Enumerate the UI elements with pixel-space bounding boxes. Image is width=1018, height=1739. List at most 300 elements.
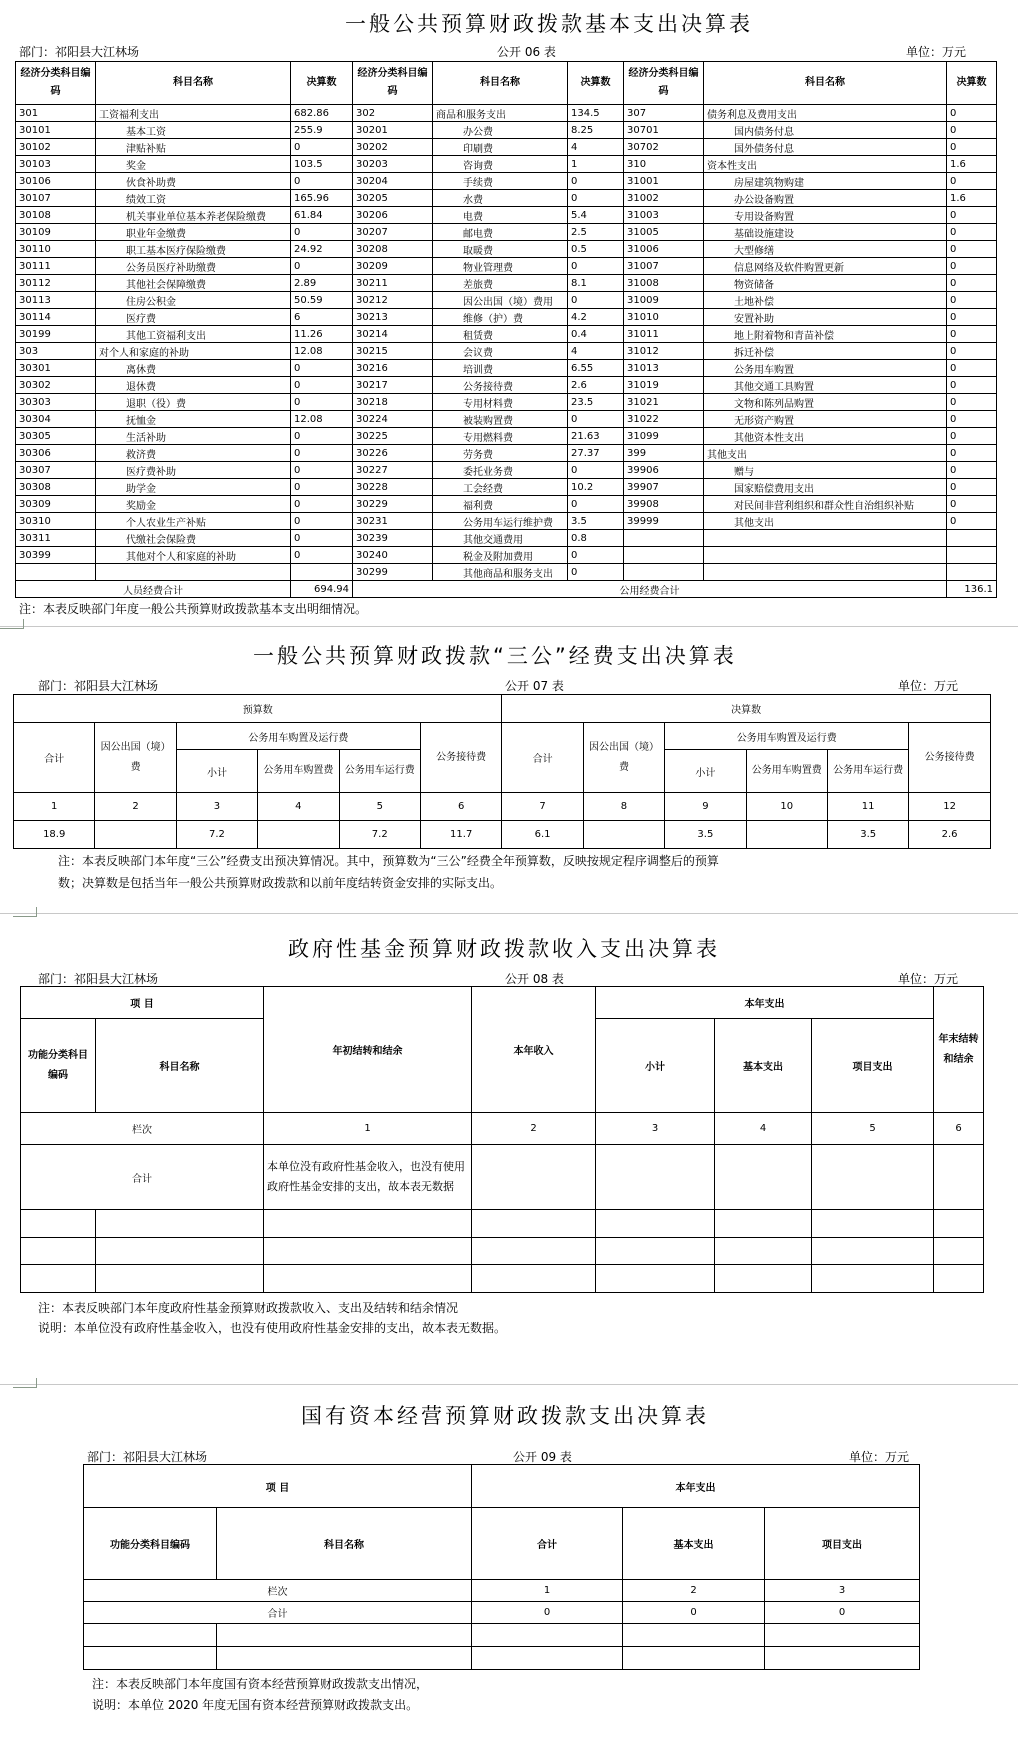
col-label: 栏次 (21, 1113, 264, 1145)
subject-name: 电费 (433, 207, 568, 224)
subject-name: 房屋建筑物购建 (704, 173, 947, 190)
subject-name (704, 530, 947, 547)
public-total-value: 136.1 (947, 581, 997, 598)
final-amount: 0 (291, 139, 353, 156)
column-header: 经济分类科目编码 (16, 62, 96, 105)
amount-value (583, 821, 664, 849)
subject-name: 租赁费 (433, 326, 568, 343)
subject-name: 手续费 (433, 173, 568, 190)
subject-name: 其他支出 (704, 513, 947, 530)
econ-code: 30101 (16, 122, 96, 139)
col-number: 4 (258, 793, 339, 821)
table1-dept: 部门：祁阳县大江林场 (19, 45, 140, 59)
table1-note: 注：本表反映部门年度一般公共预算财政拨款基本支出明细情况。 (19, 602, 368, 616)
table-row (16, 224, 997, 241)
econ-code: 31019 (624, 377, 704, 394)
table4-dept: 部门：祁阳县大江林场 (87, 1450, 208, 1464)
final-amount: 0 (291, 547, 353, 564)
subject-name: 退职（役）费 (96, 394, 291, 411)
econ-code: 30311 (16, 530, 96, 547)
subject-name: 大型修缮 (704, 241, 947, 258)
econ-code: 301 (16, 105, 96, 122)
subject-name: 奖金 (96, 156, 291, 173)
econ-code: 31011 (624, 326, 704, 343)
econ-code: 39999 (624, 513, 704, 530)
final-amount: 6 (291, 309, 353, 326)
table4-note: 注：本表反映部门本年度国有资本经营预算财政拨款支出情况， (92, 1677, 429, 1691)
final-amount: 0 (568, 411, 624, 428)
column-header: 决算数 (568, 62, 624, 105)
col-number: 3 (596, 1113, 715, 1145)
header-basic: 基本支出 (623, 1508, 765, 1580)
final-amount: 0 (947, 122, 997, 139)
header-expense: 本年支出 (596, 987, 934, 1019)
econ-code: 30228 (353, 479, 433, 496)
final-amount (947, 564, 997, 581)
final-amount: 0 (291, 496, 353, 513)
final-amount: 103.5 (291, 156, 353, 173)
final-amount: 0 (291, 445, 353, 462)
final-amount: 0 (291, 360, 353, 377)
final-amount: 0 (568, 564, 624, 581)
table-row (16, 173, 997, 190)
final-amount: 23.5 (568, 394, 624, 411)
table-row (16, 105, 997, 122)
final-amount: 61.84 (291, 207, 353, 224)
subject-name: 其他商品和服务支出 (433, 564, 568, 581)
econ-code: 30212 (353, 292, 433, 309)
subject-name: 土地补偿 (704, 292, 947, 309)
econ-code: 30305 (16, 428, 96, 445)
econ-code: 30203 (353, 156, 433, 173)
amount-value: 3.5 (665, 821, 746, 849)
amount-value: 3.5 (827, 821, 908, 849)
header-func-code: 功能分类科目编码 (84, 1508, 217, 1580)
final-amount: 0 (568, 258, 624, 275)
econ-code (16, 564, 96, 581)
header-subject: 科目名称 (217, 1508, 472, 1580)
final-amount (947, 547, 997, 564)
final-amount: 0 (291, 479, 353, 496)
header-item: 项 目 (84, 1465, 472, 1508)
page-separator (0, 626, 1018, 627)
econ-code: 30208 (353, 241, 433, 258)
subject-name: 咨询费 (433, 156, 568, 173)
final-amount: 0 (947, 309, 997, 326)
econ-code: 30224 (353, 411, 433, 428)
final-amount: 1.6 (947, 156, 997, 173)
header-total: 合计 (502, 723, 583, 793)
table3-explain: 说明：本单位没有政府性基金收入，也没有使用政府性基金安排的支出，故本表无数据。 (38, 1321, 507, 1335)
subject-name: 职业年金缴费 (96, 224, 291, 241)
subject-name: 其他交通工具购置 (704, 377, 947, 394)
table1-title: 一般公共预算财政拨款基本支出决算表 (345, 12, 753, 36)
table-row (16, 411, 997, 428)
econ-code: 30110 (16, 241, 96, 258)
col-number: 5 (339, 793, 420, 821)
column-header: 科目名称 (433, 62, 568, 105)
header-reception: 公务接待费 (420, 723, 501, 793)
amount-value: 11.7 (420, 821, 501, 849)
header-abroad: 因公出国（境）费 (583, 723, 664, 793)
header-subtotal: 小计 (596, 1019, 715, 1113)
final-amount: 0.8 (568, 530, 624, 547)
header-subtotal: 小计 (176, 750, 257, 793)
col-number: 12 (909, 793, 990, 821)
subject-name: 物资储备 (704, 275, 947, 292)
table-row (16, 258, 997, 275)
final-amount (947, 530, 997, 547)
final-amount: 24.92 (291, 241, 353, 258)
econ-code: 30301 (16, 360, 96, 377)
final-amount: 0 (947, 394, 997, 411)
final-amount: 0 (947, 292, 997, 309)
final-amount: 0 (947, 360, 997, 377)
subject-name: 安置补助 (704, 309, 947, 326)
header-end-balance: 年末结转和结余 (934, 987, 984, 1113)
table-row (16, 207, 997, 224)
econ-code: 30207 (353, 224, 433, 241)
table-row (16, 445, 997, 462)
budget-header: 预算数 (14, 695, 502, 723)
subject-name: 劳务费 (433, 445, 568, 462)
econ-code: 310 (624, 156, 704, 173)
econ-code: 30302 (16, 377, 96, 394)
final-amount: 0 (947, 139, 997, 156)
econ-code: 30103 (16, 156, 96, 173)
final-amount: 12.08 (291, 343, 353, 360)
final-amount: 0 (291, 173, 353, 190)
col-number: 3 (176, 793, 257, 821)
table-row (16, 122, 997, 139)
subject-name: 会议费 (433, 343, 568, 360)
final-amount: 2.5 (568, 224, 624, 241)
col-number: 3 (765, 1580, 920, 1602)
header-car-group: 公务用车购置及运行费 (176, 723, 420, 750)
subject-name (704, 547, 947, 564)
econ-code: 30218 (353, 394, 433, 411)
econ-code: 30701 (624, 122, 704, 139)
subject-name: 公务用车运行维护费 (433, 513, 568, 530)
subject-name: 因公出国（境）费用 (433, 292, 568, 309)
econ-code: 31002 (624, 190, 704, 207)
subject-name: 抚恤金 (96, 411, 291, 428)
project-value: 0 (765, 1602, 920, 1624)
table2-note-line2: 数；决算数是包括当年一般公共预算财政拨款和以前年度结转资金安排的实际支出。 (58, 876, 503, 890)
col-number: 7 (502, 793, 583, 821)
subject-name: 印刷费 (433, 139, 568, 156)
final-amount: 0 (947, 513, 997, 530)
header-project: 项目支出 (812, 1019, 934, 1113)
final-amount: 0 (947, 241, 997, 258)
final-amount: 0 (947, 224, 997, 241)
final-amount: 134.5 (568, 105, 624, 122)
page-separator (0, 1384, 1018, 1385)
subject-name: 离休费 (96, 360, 291, 377)
final-amount: 255.9 (291, 122, 353, 139)
no-data-text: 本单位没有政府性基金收入，也没有使用政府性基金安排的支出，故本表无数据 (264, 1145, 472, 1210)
subject-name: 邮电费 (433, 224, 568, 241)
page-corner-mark (0, 619, 24, 629)
final-amount: 4.2 (568, 309, 624, 326)
subject-name: 救济费 (96, 445, 291, 462)
table4-title: 国有资本经营预算财政拨款支出决算表 (301, 1404, 709, 1428)
col-number: 1 (264, 1113, 472, 1145)
subject-name: 基本工资 (96, 122, 291, 139)
subject-name: 医疗费补助 (96, 462, 291, 479)
econ-code: 30225 (353, 428, 433, 445)
subject-name: 文物和陈列品购置 (704, 394, 947, 411)
subject-name: 伙食补助费 (96, 173, 291, 190)
subject-name: 助学金 (96, 479, 291, 496)
final-amount: 6.55 (568, 360, 624, 377)
subject-name: 公务用车购置 (704, 360, 947, 377)
table3-dept: 部门：祁阳县大江林场 (38, 972, 159, 986)
econ-code: 30306 (16, 445, 96, 462)
column-header: 决算数 (291, 62, 353, 105)
personnel-total-label: 人员经费合计 (16, 581, 291, 598)
table-row (16, 530, 997, 547)
final-amount: 0 (947, 496, 997, 513)
final-amount: 1.6 (947, 190, 997, 207)
econ-code: 30310 (16, 513, 96, 530)
final-amount: 2.6 (568, 377, 624, 394)
final-amount: 0 (947, 445, 997, 462)
econ-code: 30113 (16, 292, 96, 309)
subject-name: 工资福利支出 (96, 105, 291, 122)
subject-name: 水费 (433, 190, 568, 207)
econ-code: 31022 (624, 411, 704, 428)
subject-name: 培训费 (433, 360, 568, 377)
final-amount: 0 (291, 513, 353, 530)
header-project: 项目支出 (765, 1508, 920, 1580)
subject-name: 其他资本性支出 (704, 428, 947, 445)
amount-value (95, 821, 176, 849)
final-amount: 0 (947, 428, 997, 445)
econ-code: 30239 (353, 530, 433, 547)
econ-code: 31021 (624, 394, 704, 411)
econ-code: 399 (624, 445, 704, 462)
personnel-total-value: 694.94 (291, 581, 353, 598)
subject-name: 商品和服务支出 (433, 105, 568, 122)
econ-code: 30308 (16, 479, 96, 496)
header-abroad: 因公出国（境）费 (95, 723, 176, 793)
subject-name: 公务员医疗补助缴费 (96, 258, 291, 275)
table4-explain: 说明：本单位 2020 年度无国有资本经营预算财政拨款支出。 (92, 1698, 419, 1712)
final-amount: 0 (947, 258, 997, 275)
amount-value: 7.2 (339, 821, 420, 849)
econ-code: 30213 (353, 309, 433, 326)
header-car-run: 公务用车运行费 (827, 750, 908, 793)
col-number: 2 (95, 793, 176, 821)
subject-name: 税金及附加费用 (433, 547, 568, 564)
econ-code: 30102 (16, 139, 96, 156)
subject-name: 物业管理费 (433, 258, 568, 275)
econ-code: 30303 (16, 394, 96, 411)
subject-name: 其他社会保障缴费 (96, 275, 291, 292)
econ-code: 31006 (624, 241, 704, 258)
final-amount: 0.4 (568, 326, 624, 343)
col-number: 6 (420, 793, 501, 821)
final-header: 决算数 (502, 695, 990, 723)
subject-name (704, 564, 947, 581)
table-row (16, 564, 997, 581)
final-amount: 165.96 (291, 190, 353, 207)
table2-unit: 单位：万元 (898, 679, 959, 693)
final-amount: 10.2 (568, 479, 624, 496)
header-basic: 基本支出 (715, 1019, 812, 1113)
column-header: 经济分类科目编码 (353, 62, 433, 105)
header-begin-balance: 年初结转和结余 (264, 987, 472, 1113)
table-row (16, 360, 997, 377)
econ-code: 31013 (624, 360, 704, 377)
final-amount: 8.1 (568, 275, 624, 292)
subject-name: 基础设施建设 (704, 224, 947, 241)
total-label: 合计 (84, 1602, 472, 1624)
econ-code: 31008 (624, 275, 704, 292)
table-row (16, 156, 997, 173)
header-income: 本年收入 (472, 987, 596, 1113)
table-row (16, 394, 997, 411)
col-number: 10 (746, 793, 827, 821)
subject-name: 其他支出 (704, 445, 947, 462)
amount-value: 18.9 (14, 821, 95, 849)
final-amount: 0 (947, 275, 997, 292)
table4-code: 公开 09 表 (513, 1450, 572, 1464)
econ-code (624, 530, 704, 547)
final-amount: 0 (568, 292, 624, 309)
table3-note: 注：本表反映部门本年度政府性基金预算财政拨款收入、支出及结转和结余情况 (38, 1301, 459, 1315)
column-header: 决算数 (947, 62, 997, 105)
econ-code: 30229 (353, 496, 433, 513)
subject-name: 办公设备购置 (704, 190, 947, 207)
column-header: 科目名称 (704, 62, 947, 105)
subject-name (96, 564, 291, 581)
subject-name: 取暖费 (433, 241, 568, 258)
final-amount: 4 (568, 343, 624, 360)
subject-name: 无形资产购置 (704, 411, 947, 428)
col-label: 栏次 (84, 1580, 472, 1602)
final-amount: 0 (568, 547, 624, 564)
table-row (16, 139, 997, 156)
page-separator (0, 913, 1018, 914)
col-number: 1 (14, 793, 95, 821)
col-number: 4 (715, 1113, 812, 1145)
final-amount: 4 (568, 139, 624, 156)
econ-code: 30204 (353, 173, 433, 190)
econ-code: 31012 (624, 343, 704, 360)
table-row (16, 326, 997, 343)
subject-name: 专用燃料费 (433, 428, 568, 445)
econ-code: 31001 (624, 173, 704, 190)
final-amount: 27.37 (568, 445, 624, 462)
table2-dept: 部门：祁阳县大江林场 (38, 679, 159, 693)
amount-value (746, 821, 827, 849)
header-subject: 科目名称 (96, 1019, 264, 1113)
econ-code: 30112 (16, 275, 96, 292)
subject-name: 差旅费 (433, 275, 568, 292)
header-car-group: 公务用车购置及运行费 (665, 723, 909, 750)
subject-name: 专用设备购置 (704, 207, 947, 224)
subject-name: 机关事业单位基本养老保险缴费 (96, 207, 291, 224)
final-amount: 5.4 (568, 207, 624, 224)
table-row (16, 241, 997, 258)
table3-title: 政府性基金预算财政拨款收入支出决算表 (288, 937, 720, 961)
final-amount: 0 (291, 394, 353, 411)
table1-unit: 单位：万元 (906, 45, 967, 59)
econ-code: 30214 (353, 326, 433, 343)
subject-name: 职工基本医疗保险缴费 (96, 241, 291, 258)
final-amount: 0 (947, 411, 997, 428)
subject-name: 绩效工资 (96, 190, 291, 207)
header-total: 合计 (472, 1508, 623, 1580)
final-amount: 0 (568, 190, 624, 207)
col-number: 5 (812, 1113, 934, 1145)
col-number: 6 (934, 1113, 984, 1145)
econ-code: 31099 (624, 428, 704, 445)
page-corner-mark (13, 1378, 37, 1388)
header-car-run: 公务用车运行费 (339, 750, 420, 793)
final-amount (291, 564, 353, 581)
final-amount: 11.26 (291, 326, 353, 343)
table2-title: 一般公共预算财政拨款“三公”经费支出决算表 (253, 644, 737, 668)
table3-code: 公开 08 表 (505, 972, 564, 986)
final-amount: 0 (947, 343, 997, 360)
final-amount: 0 (291, 530, 353, 547)
econ-code (624, 564, 704, 581)
table-row (16, 309, 997, 326)
econ-code: 30304 (16, 411, 96, 428)
subject-name: 国内债务付息 (704, 122, 947, 139)
econ-code: 31005 (624, 224, 704, 241)
final-amount: 50.59 (291, 292, 353, 309)
subject-name: 债务利息及费用支出 (704, 105, 947, 122)
table-row (16, 513, 997, 530)
econ-code: 30106 (16, 173, 96, 190)
final-amount: 0 (568, 462, 624, 479)
amount-value: 7.2 (176, 821, 257, 849)
header-expense: 本年支出 (472, 1465, 920, 1508)
table1-code: 公开 06 表 (497, 45, 556, 59)
econ-code: 30202 (353, 139, 433, 156)
econ-code: 30109 (16, 224, 96, 241)
three-public-table (13, 694, 991, 849)
subject-name: 办公费 (433, 122, 568, 139)
econ-code: 39906 (624, 462, 704, 479)
subject-name: 地上附着物和青苗补偿 (704, 326, 947, 343)
final-amount: 0 (568, 173, 624, 190)
econ-code: 31010 (624, 309, 704, 326)
final-amount: 0 (947, 479, 997, 496)
basic-expenditure-table (15, 61, 997, 598)
econ-code: 30211 (353, 275, 433, 292)
final-amount: 0.5 (568, 241, 624, 258)
table4-unit: 单位：万元 (849, 1450, 910, 1464)
final-amount: 0 (568, 496, 624, 513)
econ-code: 302 (353, 105, 433, 122)
econ-code: 30215 (353, 343, 433, 360)
econ-code: 30114 (16, 309, 96, 326)
subject-name: 津贴补贴 (96, 139, 291, 156)
col-number: 11 (827, 793, 908, 821)
final-amount: 0 (947, 207, 997, 224)
econ-code: 30227 (353, 462, 433, 479)
table-row (16, 275, 997, 292)
basic-value: 0 (623, 1602, 765, 1624)
subject-name: 福利费 (433, 496, 568, 513)
subject-name: 国外债务付息 (704, 139, 947, 156)
econ-code: 30226 (353, 445, 433, 462)
